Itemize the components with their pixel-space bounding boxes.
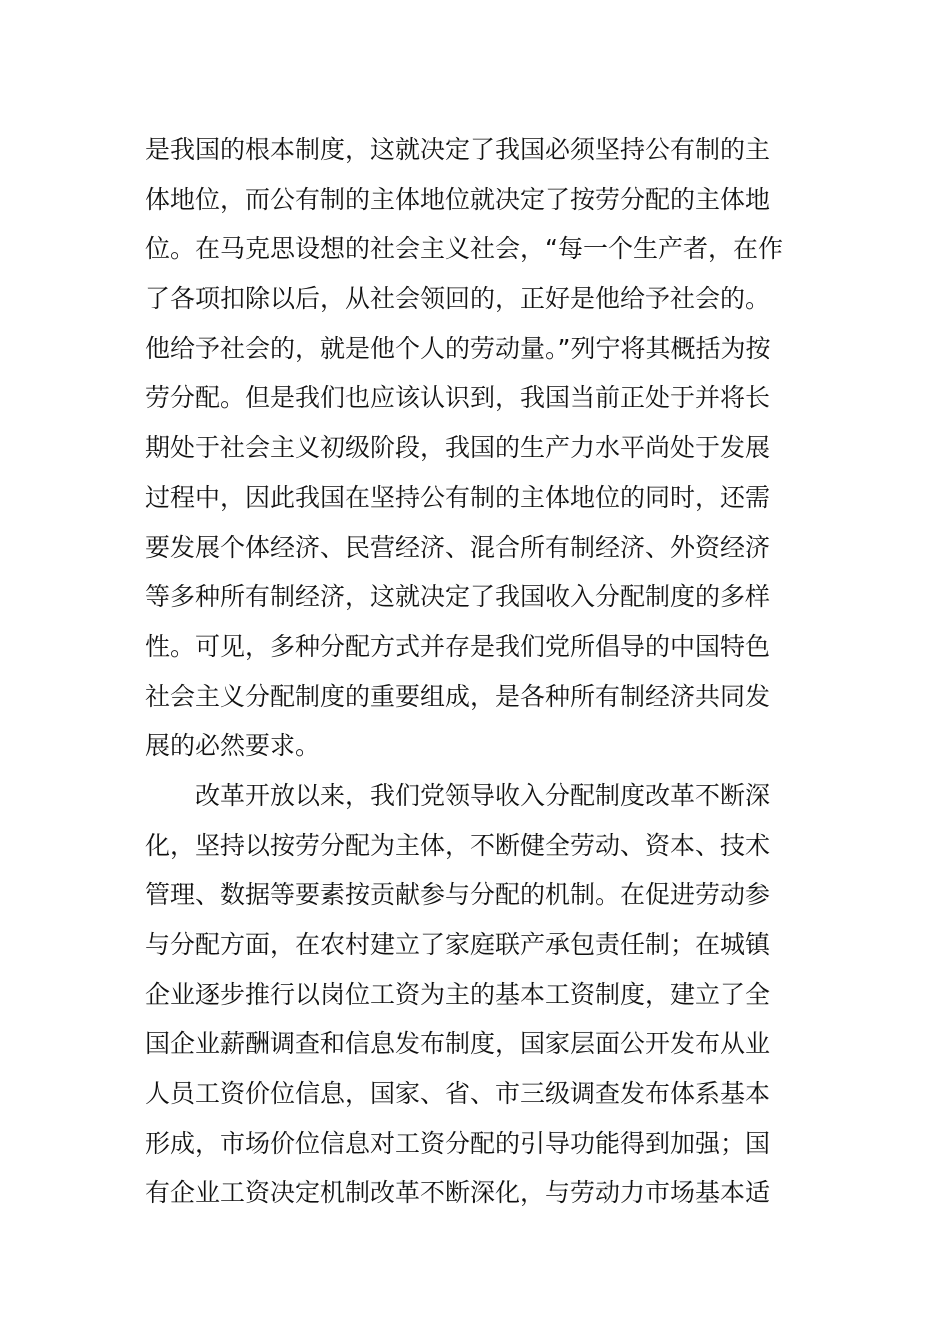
text-line: 体地位，而公有制的主体地位就决定了按劳分配的主体地 (145, 184, 771, 214)
text-line: 化，坚持以按劳分配为主体，不断健全劳动、资本、技术 (145, 830, 771, 860)
text-line: 是我国的根本制度，这就决定了我国必须坚持公有制的主 (145, 135, 771, 164)
text-line: 过程中，因此我国在坚持公有制的主体地位的同时，还需 (145, 482, 771, 512)
body-text (145, 125, 825, 1218)
text-line: 等多种所有制经济，这就决定了我国收入分配制度的多样 (145, 582, 771, 612)
text-line: 他给予社会的，就是他个人的劳动量。”列宁将其概括为按 (145, 333, 771, 363)
paragraph-1 (145, 125, 825, 771)
text-line: 期处于社会主义初级阶段，我国的生产力水平尚处于发展 (145, 433, 771, 463)
text-line: 国企业薪酬调查和信息发布制度，国家层面公开发布从业 (145, 1029, 771, 1059)
paragraph-2 (145, 771, 825, 1218)
text-line: 管理、数据等要素按贡献参与分配的机制。在促进劳动参 (145, 880, 771, 910)
text-line: 位。在马克思设想的社会主义社会，“每一个生产者，在作 (145, 234, 783, 264)
text-line: 改革开放以来，我们党领导收入分配制度改革不断深 (195, 780, 771, 810)
text-line: 企业逐步推行以岗位工资为主的基本工资制度，建立了全 (145, 979, 771, 1009)
text-line: 人员工资价位信息，国家、省、市三级调查发布体系基本 (145, 1079, 771, 1109)
text-line: 有企业工资决定机制改革不断深化，与劳动力市场基本适 (145, 1178, 771, 1208)
text-line: 要发展个体经济、民营经济、混合所有制经济、外资经济 (145, 532, 771, 562)
text-line: 了各项扣除以后，从社会领回的，正好是他给予社会的。 (145, 284, 771, 314)
text-line: 劳分配。但是我们也应该认识到，我国当前正处于并将长 (145, 383, 771, 413)
text-line: 与分配方面，在农村建立了家庭联产承包责任制；在城镇 (145, 930, 771, 959)
text-line: 社会主义分配制度的重要组成，是各种所有制经济共同发 (145, 681, 771, 711)
text-line: 性。可见，多种分配方式并存是我们党所倡导的中国特色 (145, 631, 771, 661)
text-line: 形成，市场价位信息对工资分配的引导功能得到加强；国 (145, 1128, 771, 1158)
text-line: 展的必然要求。 (145, 731, 321, 761)
